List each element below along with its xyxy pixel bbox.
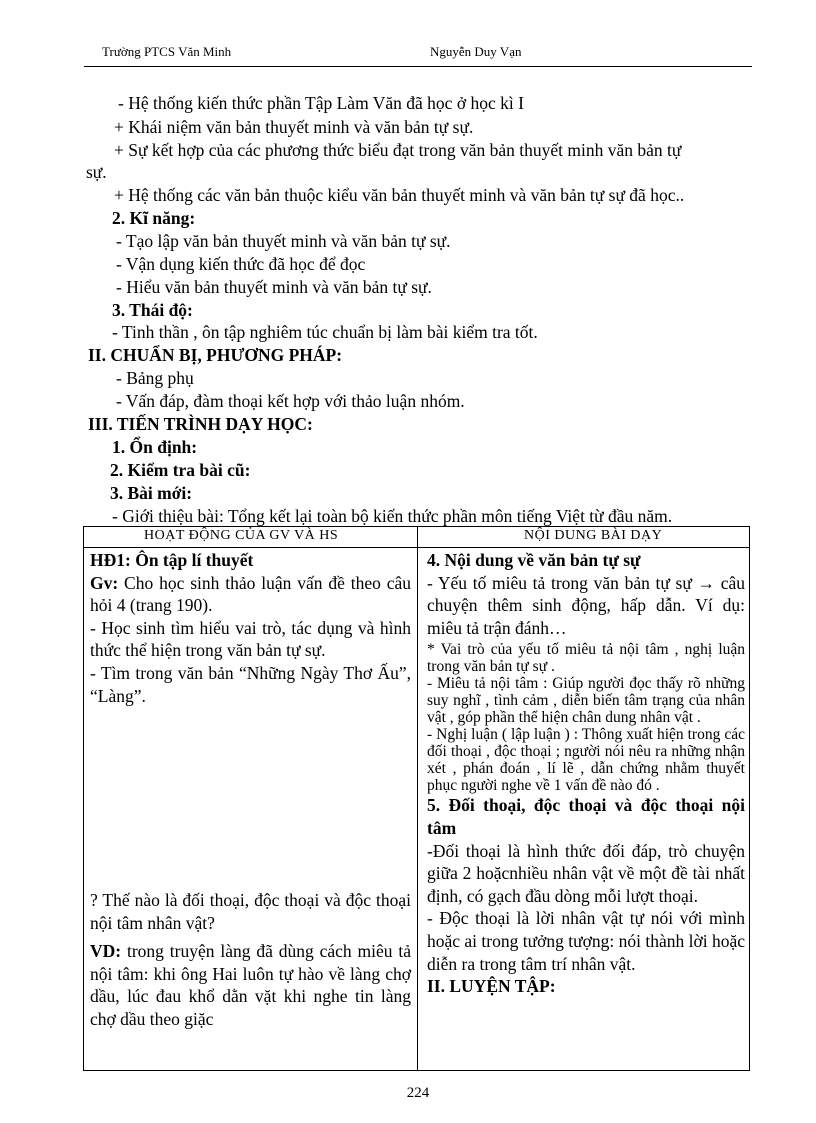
- body-line: - Hệ thống kiến thức phần Tập Làm Văn đã học ở học kì I: [118, 93, 524, 113]
- body-line: - Hiểu văn bản thuyết minh và văn bản tự sự.: [116, 277, 432, 297]
- body-line: - Giới thiệu bài: Tổng kết lại toàn bộ kiến thức phần môn tiếng Việt từ đầu năm.: [112, 506, 673, 526]
- header-row-divider: [84, 547, 749, 548]
- section-heading: 1. Ổn định:: [112, 437, 198, 457]
- header-author: Nguyễn Duy Vạn: [430, 44, 522, 59]
- header-divider: [84, 66, 752, 67]
- content-item: -Đối thoại là hình thức đối đáp, trò chuyện giữa 2 hoặcnhiều nhân vật về một đề tài nhất định, có gạch đầu dòng mỗi lượt thoại.: [427, 840, 745, 906]
- gv-label: Gv:: [90, 572, 119, 593]
- table-header-activity: HOẠT ĐỘNG CỦA GV VÀ HS: [144, 528, 339, 543]
- table-header-content: NỘI DUNG BÀI DẠY: [524, 528, 663, 543]
- content-heading: 4. Nội dung về văn bản tự sự: [427, 550, 641, 570]
- body-line: - Vấn đáp, đàm thoại kết hợp với thảo luận nhóm.: [116, 391, 465, 411]
- lesson-table: [83, 526, 750, 1071]
- body-line: + Hệ thống các văn bản thuộc kiểu văn bản thuyết minh và văn bản tự sự đã học..: [114, 185, 685, 205]
- page-number: 224: [406, 1085, 430, 1101]
- activity-item: - Học sinh tìm hiểu vai trò, tác dụng và hình thức thể hiện trong văn bản tự sự.: [90, 617, 411, 661]
- gv-text: Cho học sinh thảo luận vấn đề theo câu hỏi 4 (trang 190).: [90, 572, 411, 616]
- content-item: - Nghị luận ( lập luận ) : Thông xuất hiện trong các đối thoại , độc thoại ; người nói nêu ra những nhận xét , phán đoán , lí lẽ , dẫn chứng nhằm thuyết phục người nghe về 1 vấn đề nào đó .: [427, 726, 745, 795]
- body-line: - Bảng phụ: [116, 368, 194, 388]
- question-cell: [90, 889, 411, 1031]
- section-heading: II. CHUẨN BỊ, PHƯƠNG PHÁP:: [88, 345, 343, 365]
- body-line: - Vận dụng kiến thức đã học để đọc: [116, 254, 366, 274]
- body-line: + Sự kết hợp của các phương thức biểu đạt trong văn bản thuyết minh văn bản tự: [114, 140, 682, 160]
- header-school: Trường PTCS Văn Minh: [102, 44, 232, 59]
- activity-cell: [90, 549, 411, 707]
- example-text: [90, 940, 411, 1030]
- section-heading: 3. Bài mới:: [110, 483, 193, 503]
- content-item: - Độc thoại là lời nhân vật tự nói với mình hoặc ai trong tưởng tượng: nói thành lời hoặc diễn ra trong tâm trí nhân vật.: [427, 908, 745, 974]
- section-heading: III. TIẾN TRÌNH DẠY HỌC:: [88, 414, 313, 434]
- content-item: * Vai trò của yếu tố miêu tả nội tâm , nghị luận trong văn bản tự sự .: [427, 641, 745, 676]
- content-item: - Miêu tả nội tâm : Giúp người đọc thấy rõ những suy nghĩ , tình cảm , diễn biến tâm trạng của nhân vật , góp phần thể hiện chân dung nhân vật .: [427, 675, 745, 727]
- vd-text: trong truyện làng đã dùng cách miêu tả nội tâm: khi ông Hai luôn tự hào về làng chợ dầu, lúc đau khổ dằn vặt khi nghe tin làng chợ dầu theo giặc: [90, 941, 411, 1029]
- gv-instruction: [90, 572, 411, 617]
- section-heading: 2. Kiểm tra bài cũ:: [110, 460, 251, 480]
- activity-item: - Tìm trong văn bản “Những Ngày Thơ Ấu”, “Làng”.: [90, 662, 411, 706]
- body-line: + Khái niệm văn bản thuyết minh và văn bản tự sự.: [114, 117, 474, 137]
- column-divider: [417, 527, 418, 1070]
- body-line: sự.: [86, 162, 107, 182]
- activity-title: HĐ1: Ôn tập lí thuyết: [90, 550, 254, 570]
- body-line: - Tinh thần , ôn tập nghiêm túc chuẩn bị làm bài kiểm tra tốt.: [112, 322, 538, 342]
- vd-label: VD:: [90, 941, 122, 962]
- section-heading: 2. Kĩ năng:: [112, 208, 196, 228]
- content-heading: II. LUYỆN TẬP:: [427, 976, 556, 997]
- content-item: - Yếu tố miêu tả trong văn bản tự sự → câu chuyện thêm sinh động, hấp dẫn. Ví dụ: miêu tả trận đánh…: [427, 572, 745, 638]
- body-line: - Tạo lập văn bản thuyết minh và văn bản tự sự.: [116, 231, 451, 251]
- question-text: ? Thế nào là đối thoại, độc thoại và độc thoại nội tâm nhân vật?: [90, 890, 411, 933]
- content-heading: 5. Đối thoại, độc thoại và độc thoại nội tâm: [427, 795, 745, 838]
- content-cell: [427, 549, 745, 998]
- section-heading: 3. Thái độ:: [112, 300, 193, 320]
